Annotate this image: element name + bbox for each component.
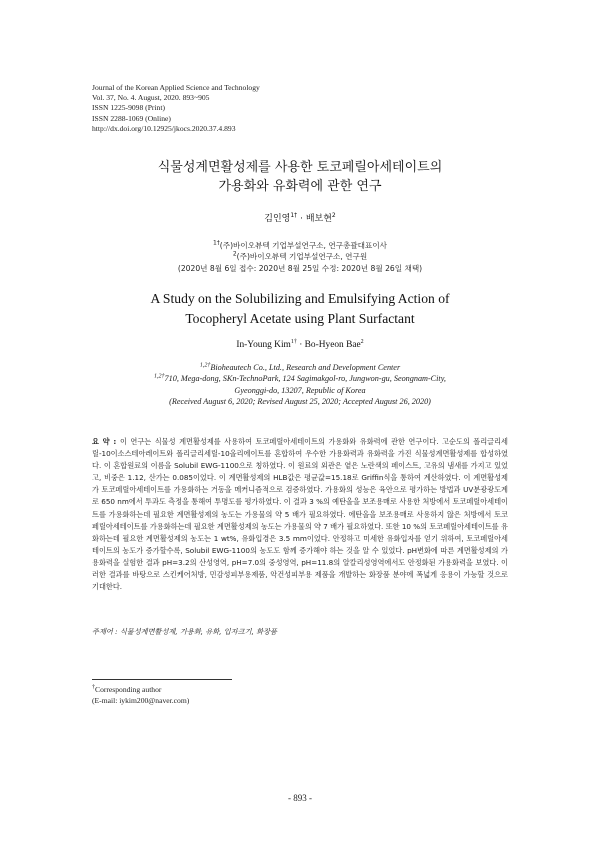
keywords-text: 식물성계면활성제, 가용화, 유화, 입자크기, 화장품 <box>119 627 277 636</box>
korean-affil2 <box>0 251 600 262</box>
english-affil2 <box>0 373 600 384</box>
footnote-divider <box>92 679 232 680</box>
abstract-text: 이 연구는 식물성 계면활성제를 사용하여 토코페릴아세테이트의 가용화와 유화력에 관한 연구이다. 고순도의 폴리글리세릴-10이소스테아레이트와 폴리글리세릴-10올리에이트를 혼합하여 우수한 가용화력과 유화력을 가진 식물성계면활성제를 합성하였다. 이 혼합원료의 이름을 Solubil EWG-1100으로 칭하였다. 이 원료의 외관은 옅은 노란색의 페이스트, 고유의 냄새를 가지고 있었고, 비중은 1.12, 산가는 0.085이었다. 이 계면활성제의 HLB값은 평균값=15.18로 Griffin식을 통하여 계산하였다. 이 계면활성제가 토코페릴아세테이트를 가용화하는 거동을 메커니즘적으로 검증하였다. 가용화의 성능은 육안으로 평가하는 방법과 UV분광광도계로 650 nm에서 투과도 측정을 통해여 투명도를 평가하였다. 이 결과 3 %의 예탄올을 보조용매로 사용한 처방에서 토코페릴아세테이트를 가용화하는데 필요한 계면활성제의 농도는 가용물의 약 5 배가 필요하였다. 에탄올을 보조용매로 사용하지 않은 처방에서 토코페릴아세테이트를 가용화하는데 필요한 계면활성제의 농도는 가용물의 약 7 배가 필요하였다. 또한 10 %의 토코페릴아세테이트를 유화하는데 필요한 계면활성제의 농도는 1 wt%, 유화입경은 3.5 mm이었다. 안정하고 미세한 유화입자를 얻기 위하여, 토코페릴아세테이트의 농도가 증가할수록, Solubil EWG-1100의 농도도 함께 증가해야 하는 것을 알 수 있었다. pH변화에 따른 계면활성제의 가용화력을 실험한 결과 pH=3.2의 산성영역, pH=7.0의 중성영역, pH=11.8의 알칼리성영역에서도 안정화된 가용화력을 보였다. 이러한 결과를 바탕으로 스킨케어처방, 민감성피부용제품, 악건성피부용 제품을 개발하는 화장품 분야에 폭넓게 응용이 가능할 것으로 기대한다. <box>92 437 508 592</box>
english-affiliations <box>0 362 600 408</box>
footnote <box>92 684 189 706</box>
korean-affiliations <box>0 240 600 274</box>
korean-affil1-text: (주)바이오뷰텍 기업부설연구소, 연구총괄대표이사 <box>219 241 388 250</box>
english-affil1 <box>0 362 600 373</box>
korean-title-line1: 식물성계면활성제를 사용한 토코페릴아세테이트의 <box>157 160 443 175</box>
english-affil2-text: 710, Mega-dong, SKn-TechnoPark, 124 Sagimakgol-ro, Jungwon-gu, Seongnam-City, <box>164 374 446 384</box>
english-authors <box>0 340 600 350</box>
journal-name: Journal of the Korean Applied Science and Technology <box>92 83 260 92</box>
footnote-line1: Corresponding author <box>95 685 162 694</box>
korean-affil1 <box>0 240 600 251</box>
korean-author2: 배보현 <box>305 214 332 224</box>
korean-affil2-sup: 2 <box>232 250 237 258</box>
korean-author1: 김인영 <box>264 214 291 224</box>
korean-author2-sup: 2 <box>331 212 336 219</box>
journal-header <box>92 83 260 134</box>
abstract <box>92 436 508 593</box>
journal-doi[interactable]: http://dx.doi.org/10.12925/jkocs.2020.37.4.893 <box>92 123 236 133</box>
korean-title <box>0 158 600 196</box>
english-author-separator: · <box>299 340 303 350</box>
english-title <box>0 289 600 329</box>
korean-authors <box>0 211 600 224</box>
english-author1: In-Young Kim <box>236 340 291 350</box>
korean-affil2-text: (주)바이오뷰텍 기업부설연구소, 연구원 <box>236 252 368 262</box>
keywords <box>92 627 508 637</box>
english-author2: Bo-Hyeon Bae <box>304 340 361 350</box>
english-affil2-sup: 1,2† <box>154 373 165 380</box>
journal-issn-online: ISSN 2288-1069 (Online) <box>92 113 171 123</box>
korean-author1-sup: 1† <box>290 212 298 219</box>
journal-issn-print: ISSN 1225-9098 (Print) <box>92 103 165 113</box>
korean-affil1-sup: 1† <box>212 239 220 247</box>
abstract-label: 요 약 : <box>92 437 120 446</box>
english-affil1-text: Bioheautech Co., Ltd., Research and Development Center <box>210 363 401 372</box>
english-author2-sup: 2 <box>360 338 364 345</box>
korean-title-line2: 가용화와 유화력에 관한 연구 <box>218 179 382 194</box>
english-affil3: Gyeonggi-do, 13207, Republic of Korea <box>234 385 366 395</box>
korean-author-separator: · <box>300 214 303 224</box>
footnote-email: (E-mail: iykim200@naver.com) <box>92 696 190 705</box>
english-title-line2: Tocopheryl Acetate using Plant Surfactant <box>185 311 415 326</box>
english-dates: (Received August 6, 2020; Revised August 25, 2020; Accepted August 26, 2020) <box>169 397 431 407</box>
korean-dates: (2020년 8월 6일 접수: 2020년 8월 25일 수정: 2020년 8월 26일 채택) <box>177 263 423 273</box>
english-affil1-sup: 1,2† <box>199 362 211 369</box>
journal-volume: Vol. 37, No. 4. August, 2020. 893~905 <box>92 93 210 103</box>
keywords-label: 주제어 : <box>92 627 120 636</box>
english-author1-sup: 1† <box>290 338 297 345</box>
english-title-line1: A Study on the Solubilizing and Emulsifying Action of <box>150 291 450 306</box>
page-number: - 893 - <box>288 793 312 803</box>
footnote-symbol: † <box>92 684 95 691</box>
